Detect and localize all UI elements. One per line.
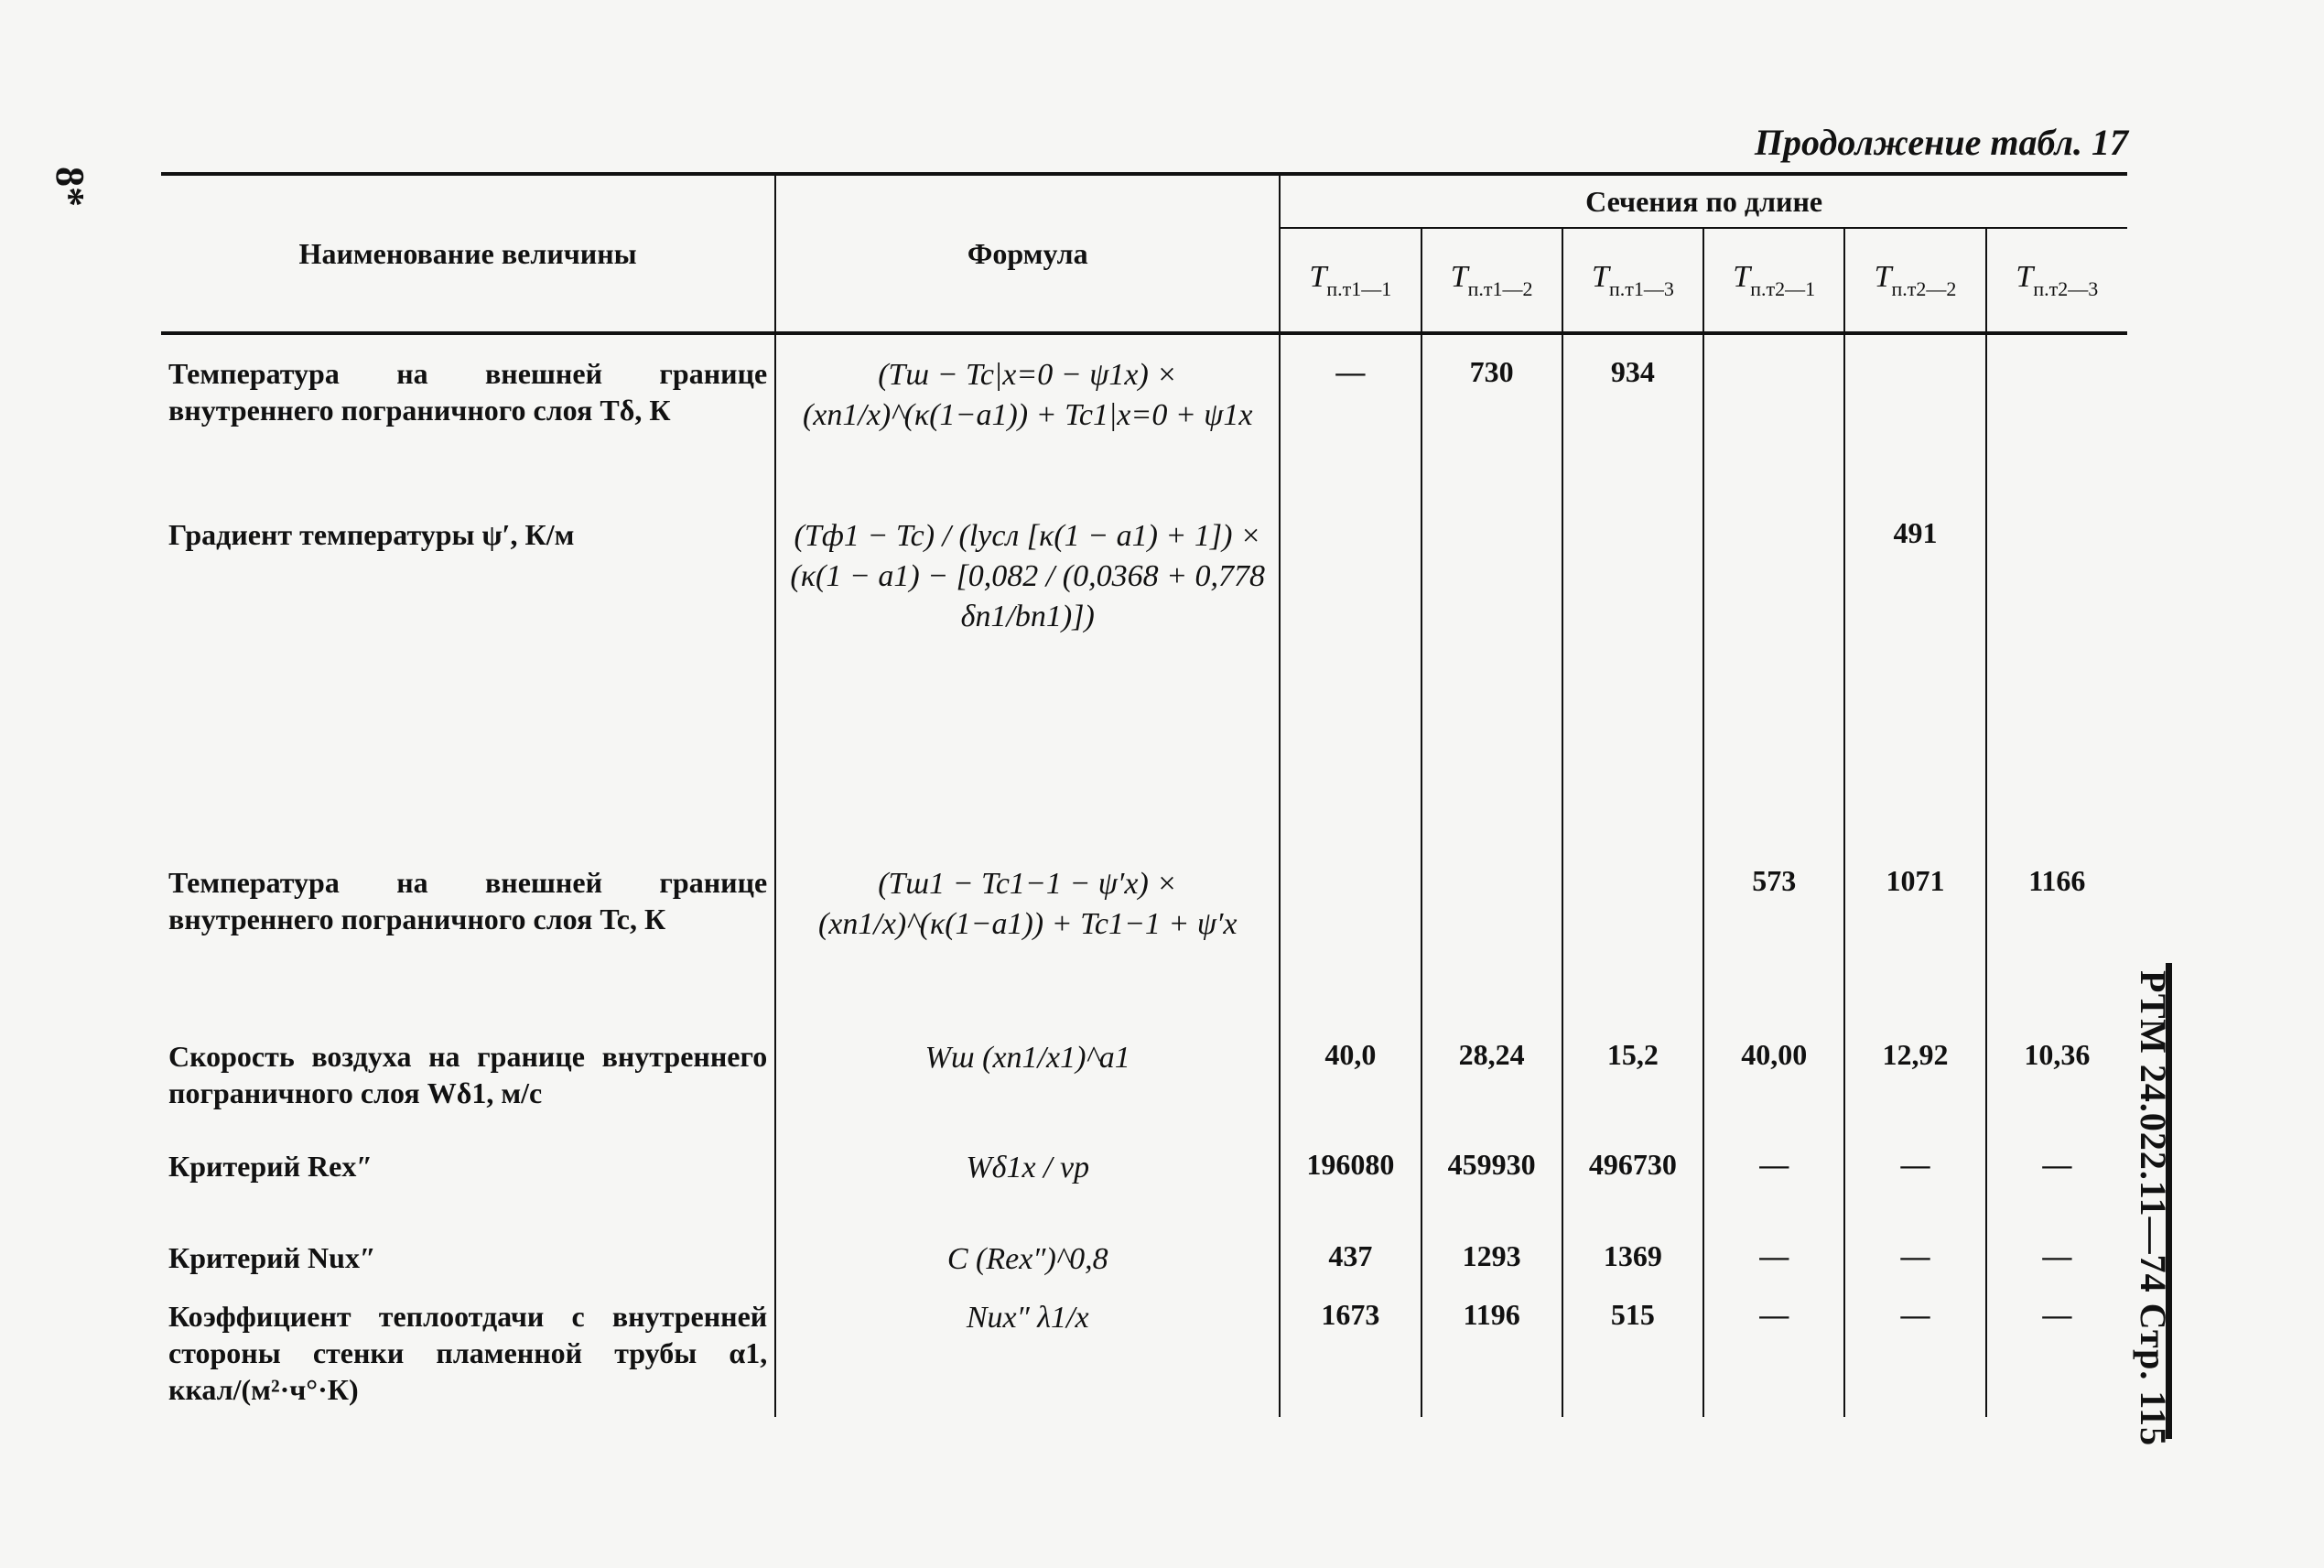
value-cell: —	[1844, 1139, 1985, 1230]
value-cell	[1280, 855, 1421, 1029]
table-row	[161, 1289, 2127, 1417]
value-cell: —	[1703, 1289, 1844, 1417]
header-name: Наименование величины	[161, 174, 775, 333]
value-cell	[1562, 855, 1703, 1029]
value-cell	[1280, 507, 1421, 855]
value-cell: 1071	[1844, 855, 1985, 1029]
value-cell: 515	[1562, 1289, 1703, 1417]
formula: (Tф1 − Tc) / (lусл [κ(1 − a1) + 1]) × (κ(1 − a1) − [0,082 / (0,0368 + 0,778 δn1/bn1)])	[775, 507, 1280, 855]
table-caption: Продолжение табл. 17	[1754, 122, 2128, 163]
value-cell	[1844, 333, 1985, 507]
value-cell: 28,24	[1421, 1029, 1562, 1139]
value-cell: —	[1844, 1289, 1985, 1417]
document-code: РТМ 24.022.11—74 Стр. 115	[2133, 970, 2174, 1447]
formula: Nux″ λ1/x	[775, 1289, 1280, 1417]
quantity-name: Критерий Rex″	[161, 1139, 775, 1230]
value-cell: 496730	[1562, 1139, 1703, 1230]
formula: Wш (xn1/x1)^a1	[775, 1029, 1280, 1139]
value-cell	[1986, 333, 2127, 507]
value-cell	[1703, 507, 1844, 855]
header-group: Сечения по длине	[1280, 174, 2127, 228]
value-cell: 196080	[1280, 1139, 1421, 1230]
value-cell	[1562, 507, 1703, 855]
page-number-mark: 8*	[48, 167, 92, 207]
value-cell: 1196	[1421, 1289, 1562, 1417]
quantity-name: Коэффициент теплоотдачи с внутренней стороны стенки пламенной трубы α1, ккал/(м²·ч°·К)	[161, 1289, 775, 1417]
table-row	[161, 1139, 2127, 1230]
value-cell: —	[2042, 1239, 2072, 1272]
value-cell: 1166	[2028, 864, 2086, 897]
value-cell: 934	[1562, 333, 1703, 507]
header-section: $T_{п.т1—3}$	[1562, 228, 1703, 333]
quantity-name: Критерий Nux″	[161, 1230, 775, 1289]
table-row	[161, 1029, 2127, 1139]
table-row	[161, 855, 2127, 1029]
value-cell: 730	[1421, 333, 1562, 507]
header-section: $T_{п.т1—1}$	[1280, 228, 1421, 333]
value-cell: —	[1280, 333, 1421, 507]
quantity-name: Градиент температуры ψ′, К/м	[161, 507, 775, 855]
formula: (Tш − Tc|x=0 − ψ1x) × (xn1/x)^(κ(1−a1)) + Tc1|x=0 + ψ1x	[775, 333, 1280, 507]
header-section: $T_{п.т2—1}$	[1703, 228, 1844, 333]
value-cell: —	[1703, 1230, 1844, 1289]
formula: Wδ1x / νp	[775, 1139, 1280, 1230]
quantity-name: Температура на внешней границе внутреннего пограничного слоя Tc, К	[161, 855, 775, 1029]
quantity-name: Температура на внешней границе внутреннего пограничного слоя Tδ, К	[161, 333, 775, 507]
table-row	[161, 333, 2127, 507]
value-cell: 1673	[1280, 1289, 1421, 1417]
value-cell: 573	[1703, 855, 1844, 1029]
header-formula: Формула	[775, 174, 1280, 333]
table-row	[161, 507, 2127, 855]
value-cell: 40,0	[1280, 1029, 1421, 1139]
value-cell: 1369	[1562, 1230, 1703, 1289]
value-cell: 15,2	[1562, 1029, 1703, 1139]
value-cell: 12,92	[1844, 1029, 1985, 1139]
data-table	[161, 172, 2127, 1417]
value-cell: —	[1703, 1139, 1844, 1230]
value-cell: 40,00	[1703, 1029, 1844, 1139]
value-cell: —	[2042, 1298, 2072, 1331]
value-cell: 1293	[1421, 1230, 1562, 1289]
formula: C (Rex″)^0,8	[775, 1230, 1280, 1289]
value-cell	[1421, 855, 1562, 1029]
value-cell: 10,36	[2024, 1038, 2091, 1071]
formula: (Tш1 − Tc1−1 − ψ′x) × (xn1/x)^(κ(1−a1)) + Tc1−1 + ψ′x	[775, 855, 1280, 1029]
quantity-name: Скорость воздуха на границе внутреннего пограничного слоя Wδ1, м/с	[161, 1029, 775, 1139]
header-section: $T_{п.т1—2}$	[1421, 228, 1562, 333]
value-cell	[1986, 507, 2127, 855]
header-section: $T_{п.т2—2}$	[1844, 228, 1985, 333]
value-cell: 459930	[1421, 1139, 1562, 1230]
value-cell: 491	[1844, 507, 1985, 855]
value-cell	[1421, 507, 1562, 855]
table-row	[161, 1230, 2127, 1289]
value-cell: —	[1844, 1230, 1985, 1289]
value-cell: 437	[1280, 1230, 1421, 1289]
header-section: $T_{п.т2—3}$	[1986, 228, 2127, 333]
value-cell: —	[2042, 1148, 2072, 1181]
value-cell	[1703, 333, 1844, 507]
